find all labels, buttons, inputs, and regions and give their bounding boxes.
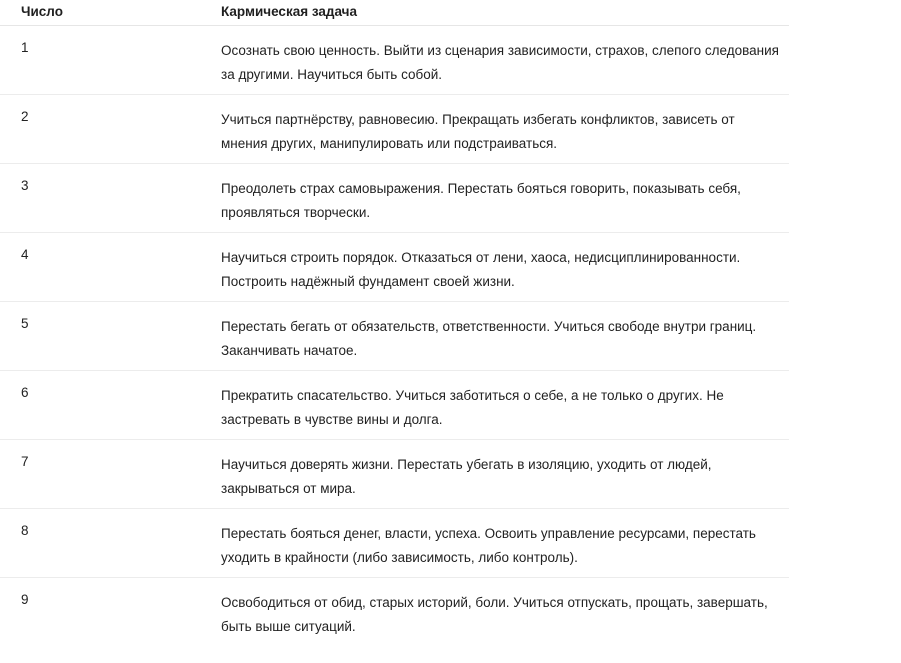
table-row xyxy=(0,302,789,371)
row-task: Перестать бояться денег, власти, успеха. Освоить управление ресурсами, перестать уходить в крайности (либо зависимость, либо контроль). xyxy=(221,526,756,565)
row-number: 2 xyxy=(21,109,29,124)
row-task: Прекратить спасательство. Учиться заботиться о себе, а не только о других. Не застревать в чувстве вины и долга. xyxy=(221,388,724,427)
table-row xyxy=(0,164,789,233)
table-row xyxy=(0,440,789,509)
table-row xyxy=(0,371,789,440)
row-number: 6 xyxy=(21,385,29,400)
row-number: 1 xyxy=(21,40,29,55)
row-task: Научиться доверять жизни. Перестать убегать в изоляцию, уходить от людей, закрываться от мира. xyxy=(221,457,712,496)
table-row xyxy=(0,233,789,302)
row-number: 3 xyxy=(21,178,29,193)
row-task: Научиться строить порядок. Отказаться от лени, хаоса, недисциплинированности. Построить надёжный фундамент своей жизни. xyxy=(221,250,741,289)
row-task: Учиться партнёрству, равновесию. Прекращать избегать конфликтов, зависеть от мнения других, манипулировать или подстраиваться. xyxy=(221,112,735,151)
row-task: Освободиться от обид, старых историй, боли. Учиться отпускать, прощать, завершать, быть выше ситуаций. xyxy=(221,595,768,634)
row-number: 5 xyxy=(21,316,29,331)
row-task: Преодолеть страх самовыражения. Перестать бояться говорить, показывать себя, проявляться творчески. xyxy=(221,181,741,220)
table-row xyxy=(0,26,789,95)
table-row xyxy=(0,95,789,164)
row-task: Осознать свою ценность. Выйти из сценария зависимости, страхов, слепого следования за другими. Научиться быть собой. xyxy=(221,43,779,82)
row-number: 7 xyxy=(21,454,29,469)
row-task: Перестать бегать от обязательств, ответственности. Учиться свободе внутри границ. Заканчивать начатое. xyxy=(221,319,757,358)
table-header-row xyxy=(0,0,789,26)
row-number: 4 xyxy=(21,247,29,262)
table-row xyxy=(0,509,789,578)
header-task: Кармическая задача xyxy=(221,4,357,19)
row-number: 9 xyxy=(21,592,29,607)
header-number: Число xyxy=(21,4,63,19)
table-row xyxy=(0,578,789,647)
row-number: 8 xyxy=(21,523,29,538)
